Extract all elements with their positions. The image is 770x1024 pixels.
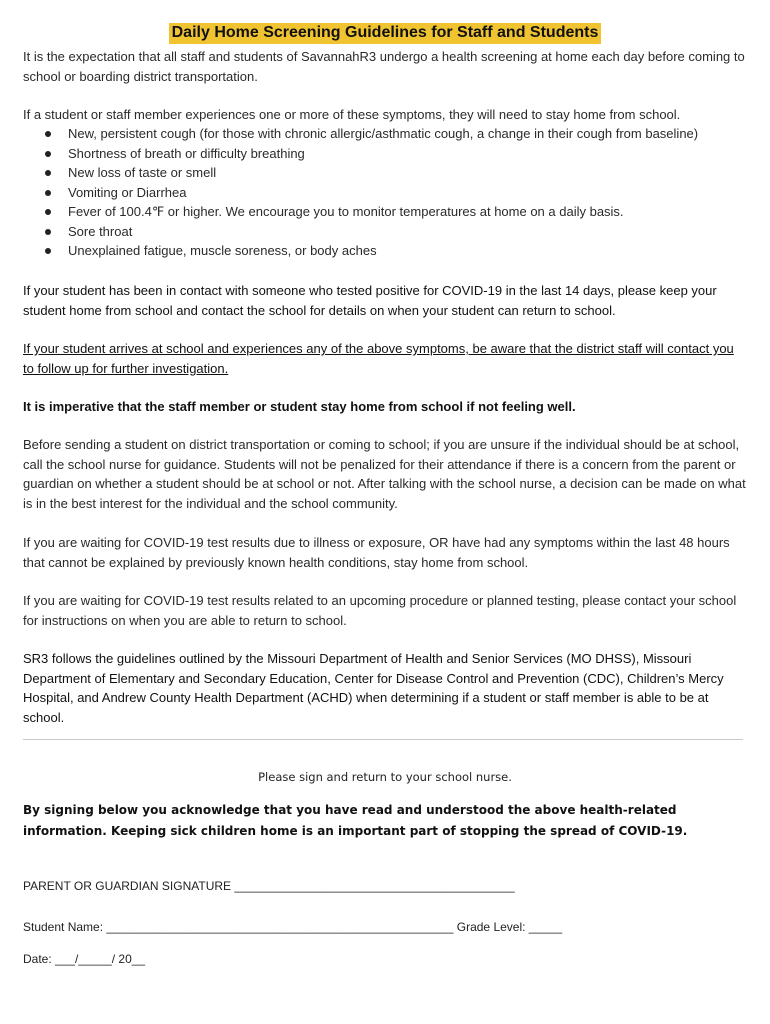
symptom-item bbox=[0, 202, 760, 222]
waiting-procedure-paragraph: If you are waiting for COVID-19 test results related to an upcoming procedure or planned testing, please contact your school for instructions on when you are able to return to school. bbox=[23, 593, 737, 628]
section-divider bbox=[23, 739, 743, 740]
contact-paragraph: If your student has been in contact with someone who tested positive for COVID-19 in the last 14 days, please keep your student home from school and contact the school for details on when your student can return to school. bbox=[23, 283, 717, 318]
symptom-item bbox=[0, 144, 760, 164]
symptom-text: New, persistent cough (for those with chronic allergic/asthmatic cough, a change in their cough from baseline) bbox=[68, 126, 699, 141]
date-field[interactable]: Date: ___/_____/ 20__ bbox=[23, 952, 146, 966]
transport-paragraph: Before sending a student on district transportation or coming to school; if you are unsure if the individual should be at school, call the school nurse for guidance. Students will not be penalized for their attendance if there is a concern from the parent or guardian on whether a student should be at school or not. After talking with the school nurse, a decision can be made on what is in the best interest for the individual and the school community. bbox=[23, 437, 746, 511]
arrival-paragraph: If your student arrives at school and experiences any of the above symptoms, be aware that the district staff will contact you to follow up for further investigation. bbox=[23, 341, 734, 376]
bullet-icon bbox=[45, 170, 51, 176]
symptom-text: Sore throat bbox=[68, 223, 133, 239]
acknowledgement-statement: By signing below you acknowledge that you have read and understood the above health-related information. Keeping sick children home is an important part of stopping the spread of COVID-19. bbox=[23, 803, 688, 838]
document-title: Daily Home Screening Guidelines for Staff and Students bbox=[169, 23, 602, 44]
symptom-item bbox=[0, 222, 760, 242]
bullet-icon bbox=[45, 190, 51, 196]
symptom-item bbox=[0, 183, 760, 203]
bullet-icon bbox=[45, 209, 51, 215]
symptom-item bbox=[0, 124, 760, 144]
symptom-text: Unexplained fatigue, muscle soreness, or body aches bbox=[68, 243, 377, 258]
title-wrap bbox=[0, 23, 770, 44]
symptoms-lead: If a student or staff member experiences one or more of these symptoms, they will need to stay home from school. bbox=[23, 107, 681, 122]
intro-paragraph: It is the expectation that all staff and students of SavannahR3 undergo a health screening at home each day before coming to school or boarding district transportation. bbox=[23, 49, 745, 84]
symptom-text: Fever of 100.4℉ or higher. We encourage you to monitor temperatures at home on a daily basis. bbox=[68, 204, 624, 219]
symptom-text: Vomiting or Diarrhea bbox=[68, 184, 187, 200]
symptom-list bbox=[0, 124, 760, 261]
symptom-text: Shortness of breath or difficulty breathing bbox=[68, 145, 305, 161]
imperative-statement: It is imperative that the staff member or student stay home from school if not feeling well. bbox=[23, 399, 576, 414]
symptom-item bbox=[0, 163, 760, 183]
parent-signature-field[interactable]: PARENT OR GUARDIAN SIGNATURE __________________________________________ bbox=[23, 879, 515, 893]
sign-return-note: Please sign and return to your school nurse. bbox=[258, 770, 512, 784]
bullet-icon bbox=[45, 151, 51, 157]
bullet-icon bbox=[45, 131, 51, 137]
student-name-grade-field[interactable]: Student Name: ____________________________________________________ Grade Level: _____ bbox=[23, 920, 563, 934]
bullet-icon bbox=[45, 229, 51, 235]
symptom-text: New loss of taste or smell bbox=[68, 165, 217, 180]
symptom-item bbox=[0, 241, 760, 261]
bullet-icon bbox=[45, 248, 51, 254]
waiting-illness-paragraph: If you are waiting for COVID-19 test results due to illness or exposure, OR have had any symptoms within the last 48 hours that cannot be explained by previously known health conditions, stay home from school. bbox=[23, 535, 730, 570]
guidelines-paragraph: SR3 follows the guidelines outlined by the Missouri Department of Health and Senior Services (MO DHSS), Missouri Department of Elementary and Secondary Education, Center for Disease Control and Prevention (CDC), Children’s Mercy Hospital, and Andrew County Health Department (ACHD) when determining if a student or staff member is able to be at school. bbox=[23, 651, 724, 725]
